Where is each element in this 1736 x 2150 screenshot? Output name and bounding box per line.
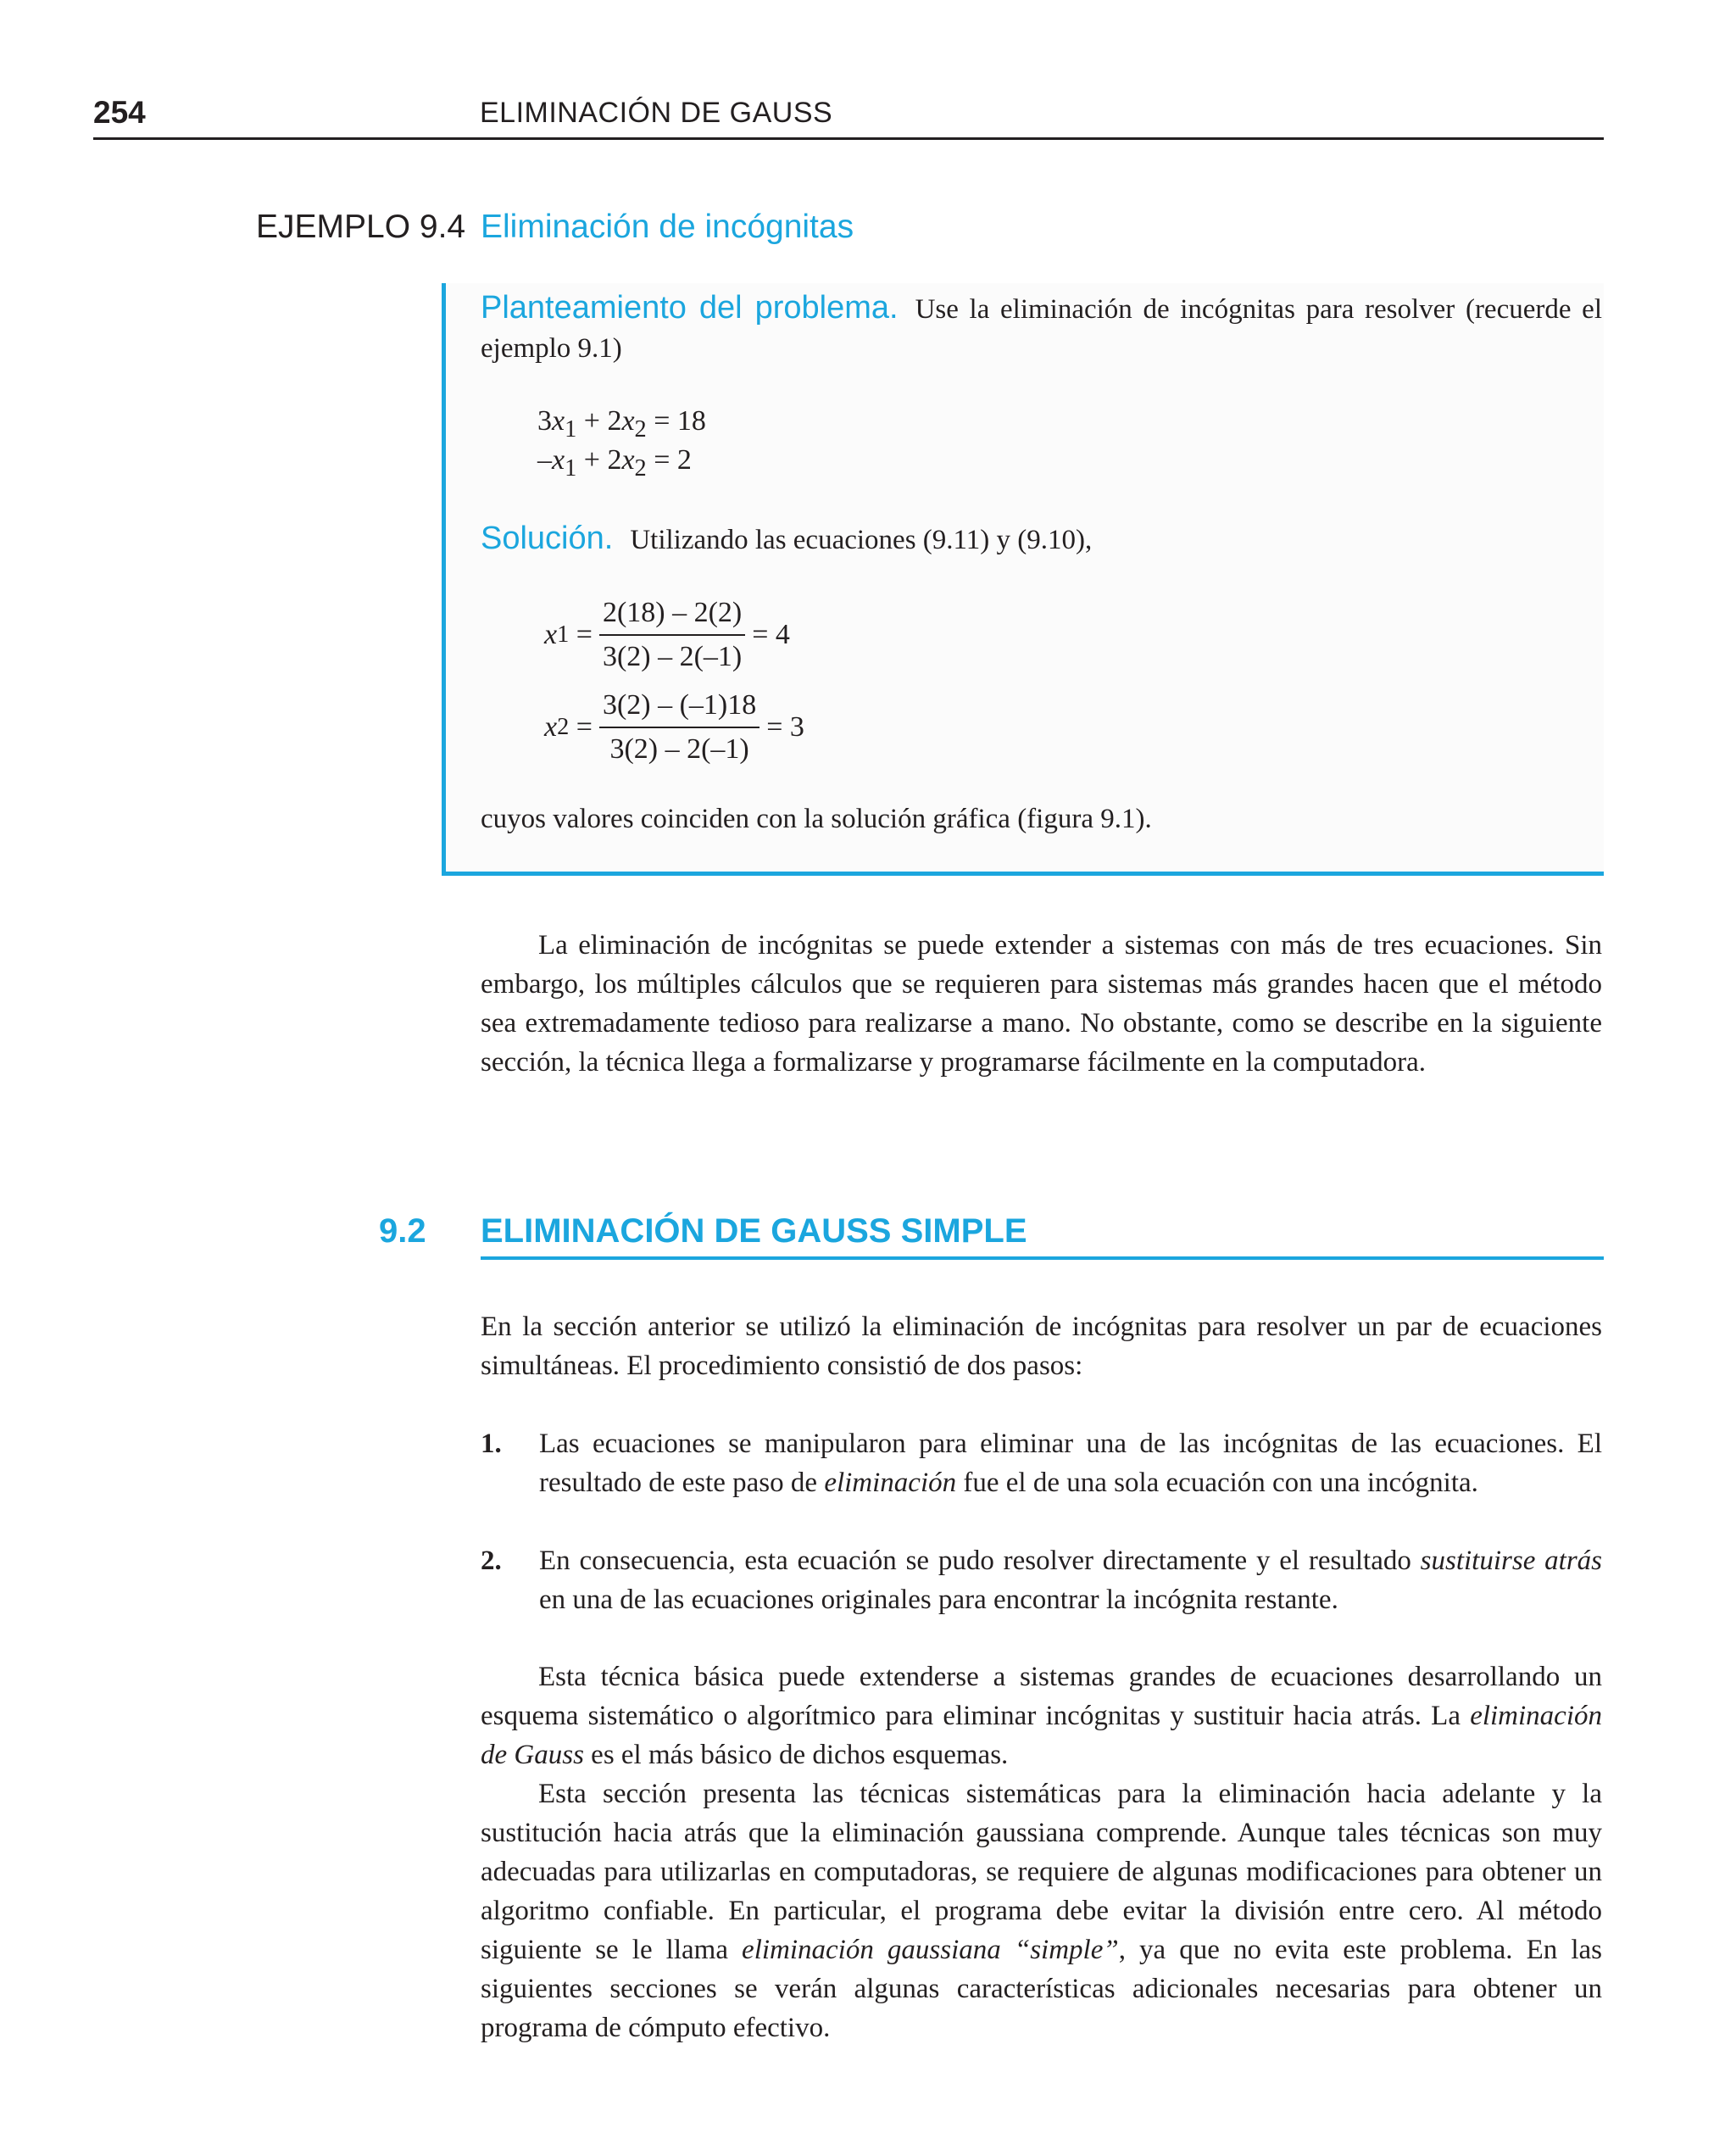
list-number: 1.: [481, 1429, 502, 1459]
fraction-x1: x 1 = $\frac{2(18) - 2(2)}{3(2) - 2(-1)}$ = 4: [544, 597, 790, 672]
example-label: EJEMPLO 9.4: [256, 209, 466, 245]
equation-2: $-x_1 + 2x_2 = 2$: [537, 444, 692, 482]
list-text: En consecuencia, esta ecuación se pudo resolver directamente y el resultado sustituirse atrás en una de las ecuaciones originales para encontrar la incógnita restante.: [539, 1546, 1603, 1615]
page-number: 254: [93, 95, 146, 130]
list-item: [481, 1541, 1602, 1619]
header-rule: [93, 137, 1604, 140]
running-head: ELIMINACIÓN DE GAUSS: [480, 97, 833, 129]
fraction-result: = 3: [766, 711, 804, 743]
example-title: Eliminación de incógnitas: [481, 209, 854, 245]
list-text: Las ecuaciones se manipularon para eliminar una de las incógnitas de las ecuaciones. El resultado de este paso de eliminación fue el de una sola ecuación con una incógnita.: [539, 1429, 1602, 1498]
list-item: [481, 1424, 1602, 1502]
fraction-x2: x 2 = $\frac{3(2) - (-1)18}{3(2) - 2(-1)}$ = 3: [544, 689, 804, 765]
denominator: 3(2) – 2(–1): [609, 733, 749, 765]
fraction-result: = 4: [752, 619, 790, 650]
problem-lead: Planteamiento del problema.: [481, 290, 899, 326]
section-rule: [481, 1256, 1604, 1260]
problem-text: Use la eliminación de incógnitas para resolver (recuerde el ejemplo 9.1): [481, 294, 1602, 364]
denominator: 3(2) – 2(–1): [602, 641, 743, 672]
problem-statement: [481, 288, 1602, 368]
section-paragraph-3: Esta sección presenta las técnicas sistemáticas para la eliminación hacia adelante y la sustitución hacia atrás que la eliminación gaussiana comprende. Aunque tales técnicas son muy adecuadas para utilizarlas en computadoras, se requiere de algunas modificaciones para obtener un algoritmo confiable. En particular, el programa debe evitar la división entre cero. Al método siguiente se le llama eliminación gaussiana “simple”, ya que no evita este problema. En las siguientes secciones se verán algunas características adicionales necesarias para obtener un programa de cómputo efectivo.: [481, 1779, 1602, 2043]
solution-text: Utilizando las ecuaciones (9.11) y (9.10),: [630, 525, 1093, 555]
section-paragraph-1: En la sección anterior se utilizó la eliminación de incógnitas para resolver un par de ecuaciones simultáneas. El procedimiento consistió de dos pasos:: [481, 1312, 1602, 1381]
solution-line: [481, 521, 1092, 557]
example-conclusion: cuyos valores coinciden con la solución gráfica (figura 9.1).: [481, 804, 1152, 834]
numerator: 3(2) – (–1)18: [599, 689, 760, 728]
section-paragraph-2: Esta técnica básica puede extenderse a sistemas grandes de ecuaciones desarrollando un esquema sistemático o algorítmico para eliminar incógnitas y sustituir hacia atrás. La eliminación de Gauss es el más básico de dichos esquemas.: [481, 1662, 1602, 1770]
section-title: ELIMINACIÓN DE GAUSS SIMPLE: [481, 1212, 1027, 1250]
example-box: [442, 283, 1604, 876]
solution-lead: Solución.: [481, 521, 614, 556]
numerator: 2(18) – 2(2): [599, 597, 745, 636]
list-number: 2.: [481, 1546, 502, 1576]
equation-1: $3x_1 + 2x_2 = 18$: [537, 405, 706, 443]
section-number: 9.2: [379, 1212, 426, 1250]
intro-paragraph: La eliminación de incógnitas se puede extender a sistemas con más de tres ecuaciones. Sin embargo, los múltiples cálculos que se requieren para sistemas más grandes hacen que el método sea extremadamente tedioso para realizarse a mano. No obstante, como se describe en la siguiente sección, la técnica llega a formalizarse y programarse fácilmente en la computadora.: [481, 930, 1602, 1078]
